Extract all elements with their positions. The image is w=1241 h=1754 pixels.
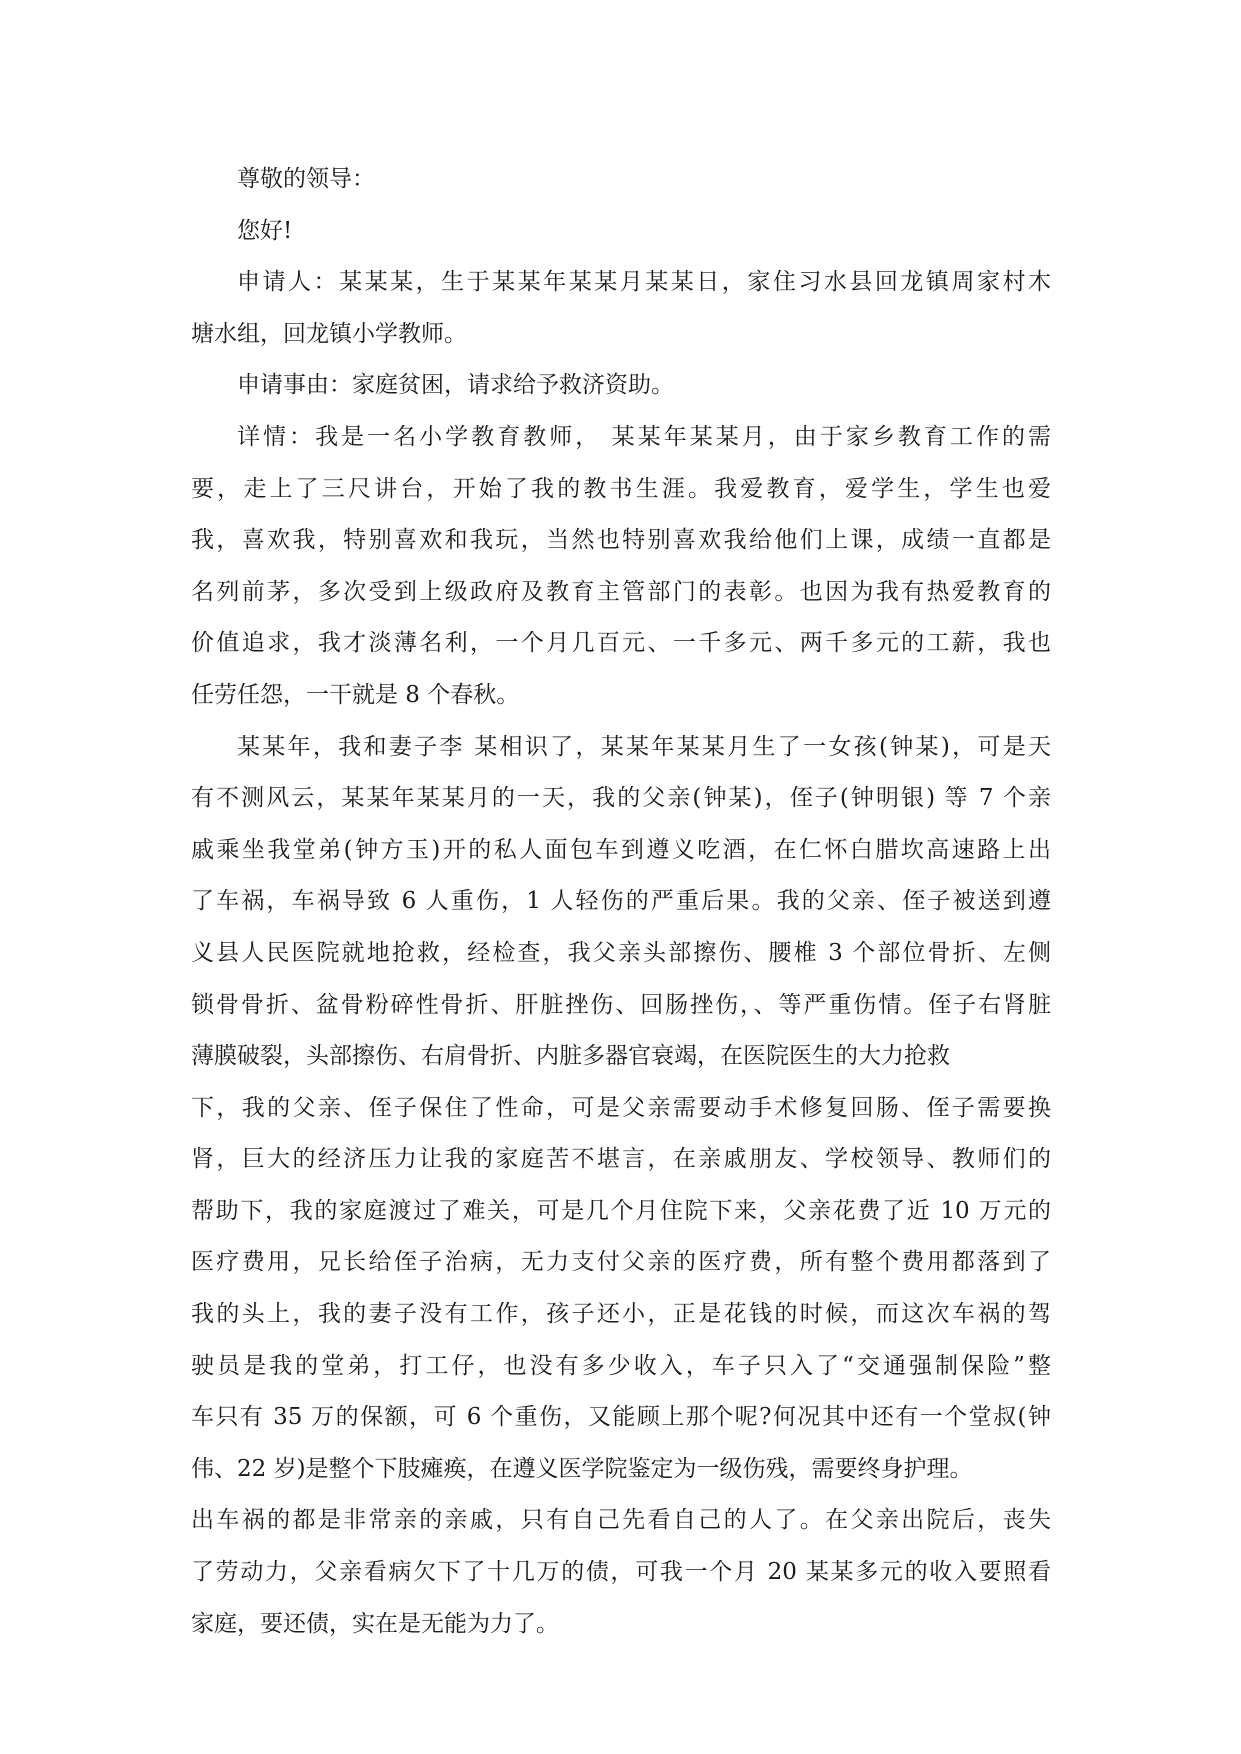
story-line: 车只有 35 万的保额，可 6 个重伤，又能顾上那个呢?何况其中还有一个堂叔(钟 (191, 1404, 1051, 1431)
details-line: 名列前茅，多次受到上级政府及教育主管部门的表彰。也因为我有热爱教育的 (191, 578, 1051, 605)
story-line: 了劳动力，父亲看病欠下了十几万的债，可我一个月 20 某某多元的收入要照看 (191, 1559, 1051, 1586)
story-line: 驶员是我的堂弟，打工仔，也没有多少收入，车子只入了“交通强制保险”整 (191, 1352, 1051, 1379)
story-line: 义县人民医院就地抢救，经检查，我父亲头部擦伤、腰椎 3 个部位骨折、左侧 (191, 939, 1051, 966)
greeting: 您好! (237, 217, 293, 244)
applicant-line: 申请人：某某某，生于某某年某某月某某日，家住习水县回龙镇周家村木 (237, 269, 1051, 296)
applicant-line: 塘水组，回龙镇小学教师。 (191, 320, 467, 347)
letter-body (191, 154, 1051, 1650)
details-line: 任劳任怨，一干就是 8 个春秋。 (191, 681, 520, 708)
salutation: 尊敬的领导： (237, 166, 375, 192)
story-line: 薄膜破裂，头部擦伤、右肩骨折、内脏多器官衰竭，在医院医生的大力抢救 (191, 1043, 950, 1070)
story-line: 伟、22 岁)是整个下肢瘫痪，在遵义医学院鉴定为一级伤残，需要终身护理。 (191, 1455, 973, 1482)
details-line: 我，喜欢我，特别喜欢和我玩，当然也特别喜欢我给他们上课，成绩一直都是 (191, 527, 1051, 554)
details-line: 要，走上了三尺讲台，开始了我的教书生涯。我爱教育，爱学生，学生也爱 (191, 475, 1051, 502)
story-line: 帮助下，我的家庭渡过了难关，可是几个月住院下来，父亲花费了近 10 万元的 (191, 1197, 1051, 1224)
story-line: 出车祸的都是非常亲的亲戚，只有自己先看自己的人了。在父亲出院后，丧失 (191, 1507, 1051, 1534)
story-line: 有不测风云，某某年某某月的一天，我的父亲(钟某)，侄子(钟明银) 等 7 个亲 (191, 785, 1051, 812)
story-line: 戚乘坐我堂弟(钟方玉)开的私人面包车到遵义吃酒，在仁怀白腊坎高速路上出 (191, 836, 1051, 863)
story-line: 下，我的父亲、侄子保住了性命，可是父亲需要动手术修复回肠、侄子需要换 (191, 1094, 1051, 1121)
story-line: 锁骨骨折、盆骨粉碎性骨折、肝脏挫伤、回肠挫伤，、等严重伤情。侄子右肾脏 (191, 991, 1051, 1018)
story-line: 我的头上，我的妻子没有工作，孩子还小，正是花钱的时候，而这次车祸的驾 (191, 1301, 1051, 1328)
story-line: 医疗费用，兄长给侄子治病，无力支付父亲的医疗费，所有整个费用都落到了 (191, 1249, 1051, 1276)
details-line: 价值追求，我才淡薄名利，一个月几百元、一千多元、两千多元的工薪，我也 (191, 630, 1051, 657)
reason-line: 申请事由：家庭贫困，请求给予救济资助。 (237, 372, 674, 399)
story-line: 肾，巨大的经济压力让我的家庭苦不堪言，在亲戚朋友、学校领导、教师们的 (191, 1146, 1051, 1173)
story-line: 家庭，要还债，实在是无能为力了。 (191, 1610, 559, 1637)
story-line: 某某年，我和妻子李 某相识了，某某年某某月生了一女孩(钟某)，可是天 (237, 733, 1051, 760)
details-line: 详情：我是一名小学教育教师， 某某年某某月，由于家乡教育工作的需 (237, 423, 1051, 450)
story-line: 了车祸，车祸导致 6 人重伤，1 人轻伤的严重后果。我的父亲、侄子被送到遵 (191, 888, 1051, 915)
